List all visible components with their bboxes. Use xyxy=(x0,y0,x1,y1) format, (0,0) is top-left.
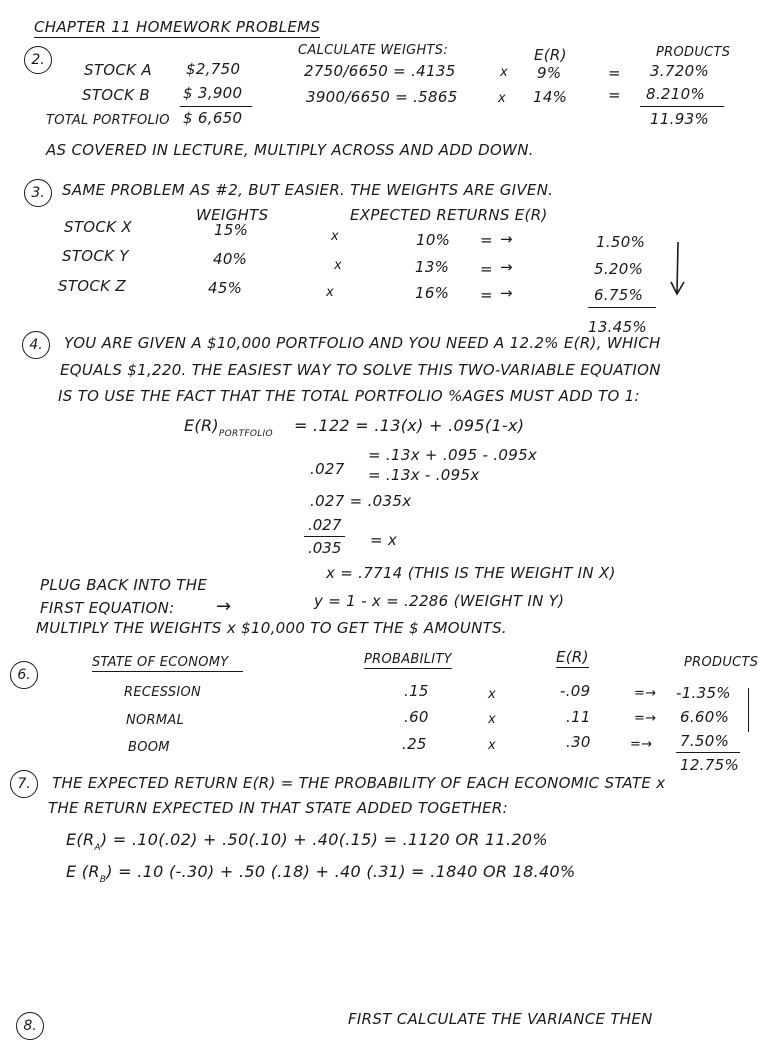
p2-row-b-er: 14% xyxy=(533,88,568,106)
p4-eq-4: .027 = .035x xyxy=(310,492,412,510)
p2-row-b-weight: 3900/6650 = .5865 xyxy=(306,88,458,106)
p3-sum-line xyxy=(588,307,656,308)
problem-8-number: 8. xyxy=(16,1012,44,1040)
p2-product-sum-line xyxy=(640,106,724,107)
p6-row-normal-prob: .60 xyxy=(404,708,429,726)
problem-6-number: 6. xyxy=(10,661,38,689)
p7-line-1: THE EXPECTED RETURN E(R) = THE PROBABILITY OF EACH ECONOMIC STATE x xyxy=(52,774,666,792)
p3-row-z-arrow: → xyxy=(500,284,513,302)
p2-row-a-er: 9% xyxy=(537,64,562,82)
p4-eq-2: = .13x + .095 - .095x xyxy=(368,446,538,464)
p2-calc-header: CALCULATE WEIGHTS: xyxy=(298,43,449,58)
p3-row-z-label: STOCK Z xyxy=(58,277,126,295)
p2-total-amount: $ 6,650 xyxy=(183,109,243,127)
p2-row-a-weight: 2750/6650 = .4135 xyxy=(304,62,456,80)
p6-row-normal-times: x xyxy=(488,712,496,727)
p2-row-a-eq: = xyxy=(608,64,621,82)
p3-row-x-er: 10% xyxy=(416,231,451,249)
p6-row-normal-er: .11 xyxy=(566,708,591,726)
p6-row-normal-state: NORMAL xyxy=(126,713,185,728)
p3-row-x-product: 1.50% xyxy=(596,233,646,251)
p3-row-y-times: x xyxy=(334,258,342,273)
p3-row-x-eq: = xyxy=(480,231,493,249)
p6-row-recession-arrow: =→ xyxy=(634,686,657,701)
p3-row-y-er: 13% xyxy=(415,258,450,276)
p3-row-y-product: 5.20% xyxy=(594,260,644,278)
p4-eq-1: = .122 = .13(x) + .095(1-x) xyxy=(294,416,525,435)
p2-total-product: 11.93% xyxy=(650,110,709,128)
p4-x-line: x = .7714 (THIS IS THE WEIGHT IN X) xyxy=(326,564,616,582)
p6-row-boom-state: BOOM xyxy=(128,740,170,755)
p3-row-z-product: 6.75% xyxy=(594,286,644,304)
p3-er-header: EXPECTED RETURNS E(R) xyxy=(350,206,548,224)
p4-eq-label: $E(R)_{PORTFOLIO}$ xyxy=(184,416,273,439)
p6-state-header: STATE OF ECONOMY xyxy=(92,656,243,672)
p6-row-boom-prob: .25 xyxy=(402,735,427,753)
p4-plug-line-2: FIRST EQUATION: xyxy=(40,599,175,617)
page-title: CHAPTER 11 HOMEWORK PROBLEMS xyxy=(34,18,321,36)
p4-plug-line-1: PLUG BACK INTO THE xyxy=(40,576,208,594)
p6-row-boom-product: 7.50% xyxy=(680,732,730,750)
p3-row-z-weight: 45% xyxy=(208,279,243,297)
p3-row-y-label: STOCK Y xyxy=(62,247,129,265)
p6-row-recession-state: RECESSION xyxy=(124,685,202,700)
p2-note: AS COVERED IN LECTURE, MULTIPLY ACROSS AND ADD DOWN. xyxy=(46,141,534,159)
p3-row-x-times: x xyxy=(331,229,339,244)
p7-eq-a: $E(R_A) = .10(.02) + .50(.10) + .40(.15) = .1120$ OR 11.20% xyxy=(66,830,548,853)
p2-row-a-label: STOCK A xyxy=(84,61,152,79)
problem-3-number: 3. xyxy=(24,179,52,207)
p6-row-normal-product: 6.60% xyxy=(680,708,730,726)
p4-fraction: $\frac{.027}{.035}$ xyxy=(304,518,345,556)
p6-row-recession-product: -1.35% xyxy=(676,684,731,702)
p2-total-label: TOTAL PORTFOLIO xyxy=(46,113,170,128)
problem-7-number: 7. xyxy=(10,770,38,798)
p6-row-boom-arrow: =→ xyxy=(630,737,653,752)
p4-eq-3-left: .027 xyxy=(310,460,345,478)
p3-row-x-weight: 15% xyxy=(214,221,249,239)
p4-line-3: IS TO USE THE FACT THAT THE TOTAL PORTFOLIO %AGES MUST ADD TO 1: xyxy=(58,387,640,405)
p3-row-z-times: x xyxy=(326,285,334,300)
p2-row-b-product: 8.210% xyxy=(646,85,705,103)
footer-text: FIRST CALCULATE THE VARIANCE THEN xyxy=(348,1010,653,1028)
p2-products-header: PRODUCTS xyxy=(656,45,731,60)
p2-amount-sum-line xyxy=(180,106,252,107)
p4-plug-arrow-icon: → xyxy=(216,596,232,617)
p6-total: 12.75% xyxy=(680,756,739,774)
p6-row-boom-times: x xyxy=(488,738,496,753)
p2-row-a-product: 3.720% xyxy=(650,62,709,80)
p6-row-recession-er: -.09 xyxy=(560,682,591,700)
p3-sum-down-arrow-icon xyxy=(668,240,688,300)
p7-line-2: THE RETURN EXPECTED IN THAT STATE ADDED TOGETHER: xyxy=(48,799,509,817)
p3-row-x-label: STOCK X xyxy=(64,218,132,236)
p2-er-header: E(R) xyxy=(534,46,567,64)
p6-row-boom-er: .30 xyxy=(566,733,591,751)
p4-multiply-note: MULTIPLY THE WEIGHTS x $10,000 TO GET THE $ AMOUNTS. xyxy=(36,619,507,637)
p6-sum-line xyxy=(676,752,740,753)
p3-row-y-arrow: → xyxy=(500,258,513,276)
p2-row-a-times: x xyxy=(500,65,508,80)
p4-line-1: YOU ARE GIVEN A $10,000 PORTFOLIO AND YOU NEED A 12.2% E(R), WHICH xyxy=(64,334,661,352)
p3-weights-header: WEIGHTS xyxy=(196,206,269,224)
p3-row-z-eq: = xyxy=(480,286,493,304)
p3-row-x-arrow: → xyxy=(500,230,513,248)
p3-row-z-er: 16% xyxy=(415,284,450,302)
p6-row-recession-times: x xyxy=(488,687,496,702)
p3-row-y-eq: = xyxy=(480,260,493,278)
p4-frac-eq: = x xyxy=(370,531,398,549)
p6-row-recession-prob: .15 xyxy=(404,682,429,700)
p2-row-b-eq: = xyxy=(608,86,621,104)
p3-total: 13.45% xyxy=(588,318,647,336)
p2-row-a-amount: $2,750 xyxy=(186,60,241,78)
problem-4-number: 4. xyxy=(22,331,50,359)
p6-products-header: PRODUCTS xyxy=(684,655,759,670)
p2-row-b-times: x xyxy=(498,91,506,106)
p6-prob-header: PROBABILITY xyxy=(364,652,452,667)
p6-sum-bracket xyxy=(748,688,749,732)
problem-2-number: 2. xyxy=(24,46,52,74)
p2-row-b-label: STOCK B xyxy=(82,86,150,104)
p4-y-line: y = 1 - x = .2286 (WEIGHT IN Y) xyxy=(314,592,565,610)
p7-eq-b: E $(R_B) = .10$ (-.30) + .50 (.18) + .40 (.31) = .1840 OR 18.40% xyxy=(66,862,576,885)
p2-row-b-amount: $ 3,900 xyxy=(183,84,243,102)
p4-eq-3: = .13x - .095x xyxy=(368,466,480,484)
p3-intro: SAME PROBLEM AS #2, BUT EASIER. THE WEIGHTS ARE GIVEN. xyxy=(62,181,554,199)
p3-row-y-weight: 40% xyxy=(213,250,248,268)
p4-line-2: EQUALS $1,220. THE EASIEST WAY TO SOLVE THIS TWO-VARIABLE EQUATION xyxy=(60,361,661,379)
p6-er-header: E(R) xyxy=(556,648,589,666)
p6-row-normal-arrow: =→ xyxy=(634,711,657,726)
